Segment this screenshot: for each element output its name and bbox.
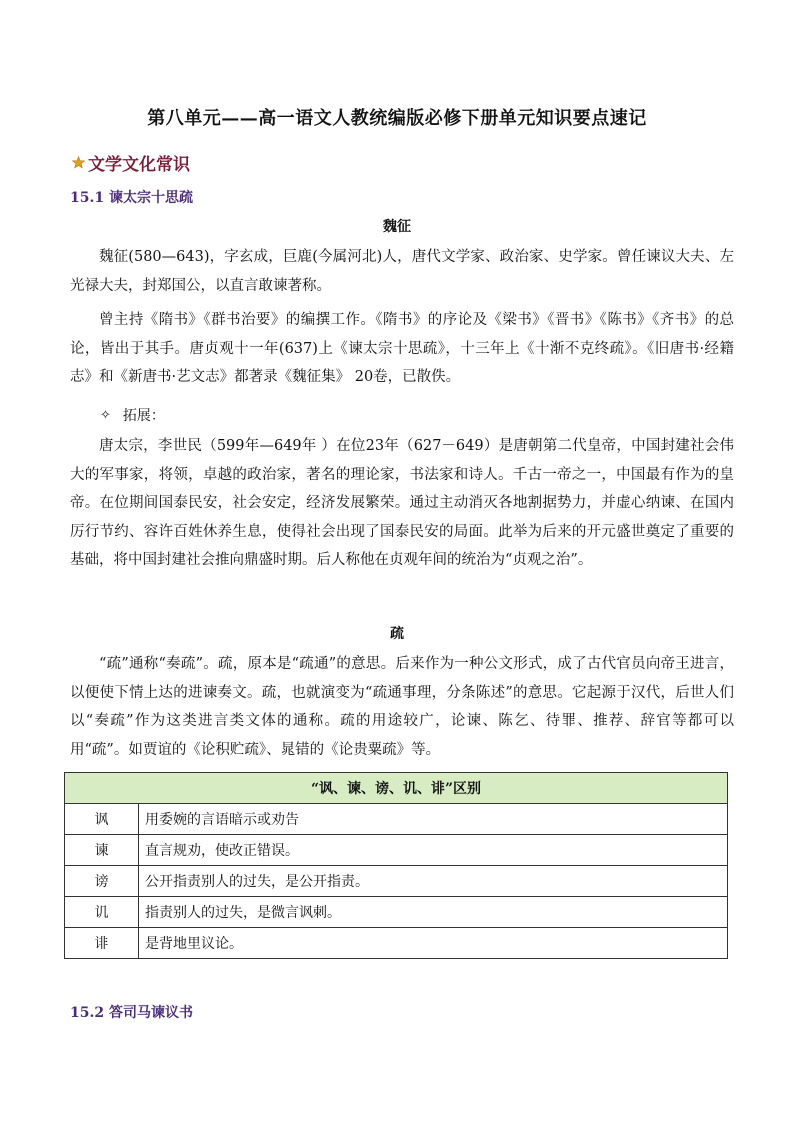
table-row (65, 928, 728, 959)
table-header: “讽、谏、谤、讥、诽”区别 (65, 773, 728, 804)
table-char: 讥 (65, 897, 139, 928)
lesson-heading-15-2: 15.2 答司马谏议书 (70, 1005, 193, 1021)
table-row (65, 804, 728, 835)
table-desc: 公开指责别人的过失，是公开指责。 (139, 866, 728, 897)
table-desc: 指责别人的过失，是微言讽刺。 (139, 897, 728, 928)
lesson-heading-15-1: 15.1 谏太宗十思疏 (70, 190, 193, 206)
extension-label (100, 405, 165, 425)
table-char: 诽 (65, 928, 139, 959)
table-desc: 是背地里议论。 (139, 928, 728, 959)
star-icon (72, 156, 85, 169)
paragraph-taizong: 唐太宗，李世民（599年—649年 ）在位23年（627－649）是唐朝第二代皇帝，中国封建社会伟大的军事家，将领，卓越的政治家，著名的理论家，书法家和诗人。千古一帝之一，中国最有作为的皇帝。在位期间国泰民安，社会安定，经济发展繁荣。通过主动消灭各地割据势力，并虚心纳谏、在国内厉行节约、容许百姓休养生息，使得社会出现了国泰民安的局面。此举为后来的开元盛世奠定了重要的基础，将中国封建社会推向鼎盛时期。后人称他在贞观年间的统治为“贞观之治”。 (70, 438, 734, 568)
table-desc: 直言规劝，使改正错误。 (139, 835, 728, 866)
table-char: 谤 (65, 866, 139, 897)
table-row (65, 897, 728, 928)
extension-text: 拓展： (122, 408, 165, 424)
shu-heading: 疏 (390, 626, 404, 642)
table-char: 谏 (65, 835, 139, 866)
table-desc: 用委婉的言语暗示或劝告 (139, 804, 728, 835)
section-title-text: 文学文化常识 (88, 155, 190, 175)
paragraph-author-bio: 魏征(580—643)，字玄成，巨鹿(今属河北)人，唐代文学家、政治家、史学家。曾任谏议大夫、左光禄大夫，封郑国公，以直言敢谏著称。 (70, 249, 734, 294)
paragraph-shu: “疏”通称“奏疏”。疏，原本是“疏通”的意思。后来作为一种公文形式，成了古代官员向帝王进言，以便使下情上达的进谏奏文。疏，也就演变为“疏通事理，分条陈述”的意思。它起源于汉代，后世人们以“奏疏”作为这类进言类文体的通称。疏的用途较广，论谏、陈乞、待罪、推荐、辞官等都可以用“疏”。如贾谊的《论积贮疏》、晁错的《论贵粟疏》等。 (70, 656, 734, 758)
section-title (72, 150, 190, 175)
difference-table (64, 772, 728, 959)
table-row (65, 866, 728, 897)
table-char: 讽 (65, 804, 139, 835)
author-heading: 魏征 (383, 219, 411, 235)
page-title: 第八单元——高一语文人教统编版必修下册单元知识要点速记 (147, 108, 647, 129)
table-row (65, 835, 728, 866)
paragraph-works: 曾主持《隋书》《群书治要》的编撰工作。《隋书》的序论及《梁书》《晋书》《陈书》《齐书》的总论，皆出于其手。唐贞观十一年(637)上《谏太宗十思疏》，十三年上《十渐不克终疏》。《旧唐书·经籍志》和《新唐书·艺文志》都著录《魏征集》 20卷，已散佚。 (70, 312, 734, 385)
diamond-star-icon: ✧ (100, 407, 111, 423)
